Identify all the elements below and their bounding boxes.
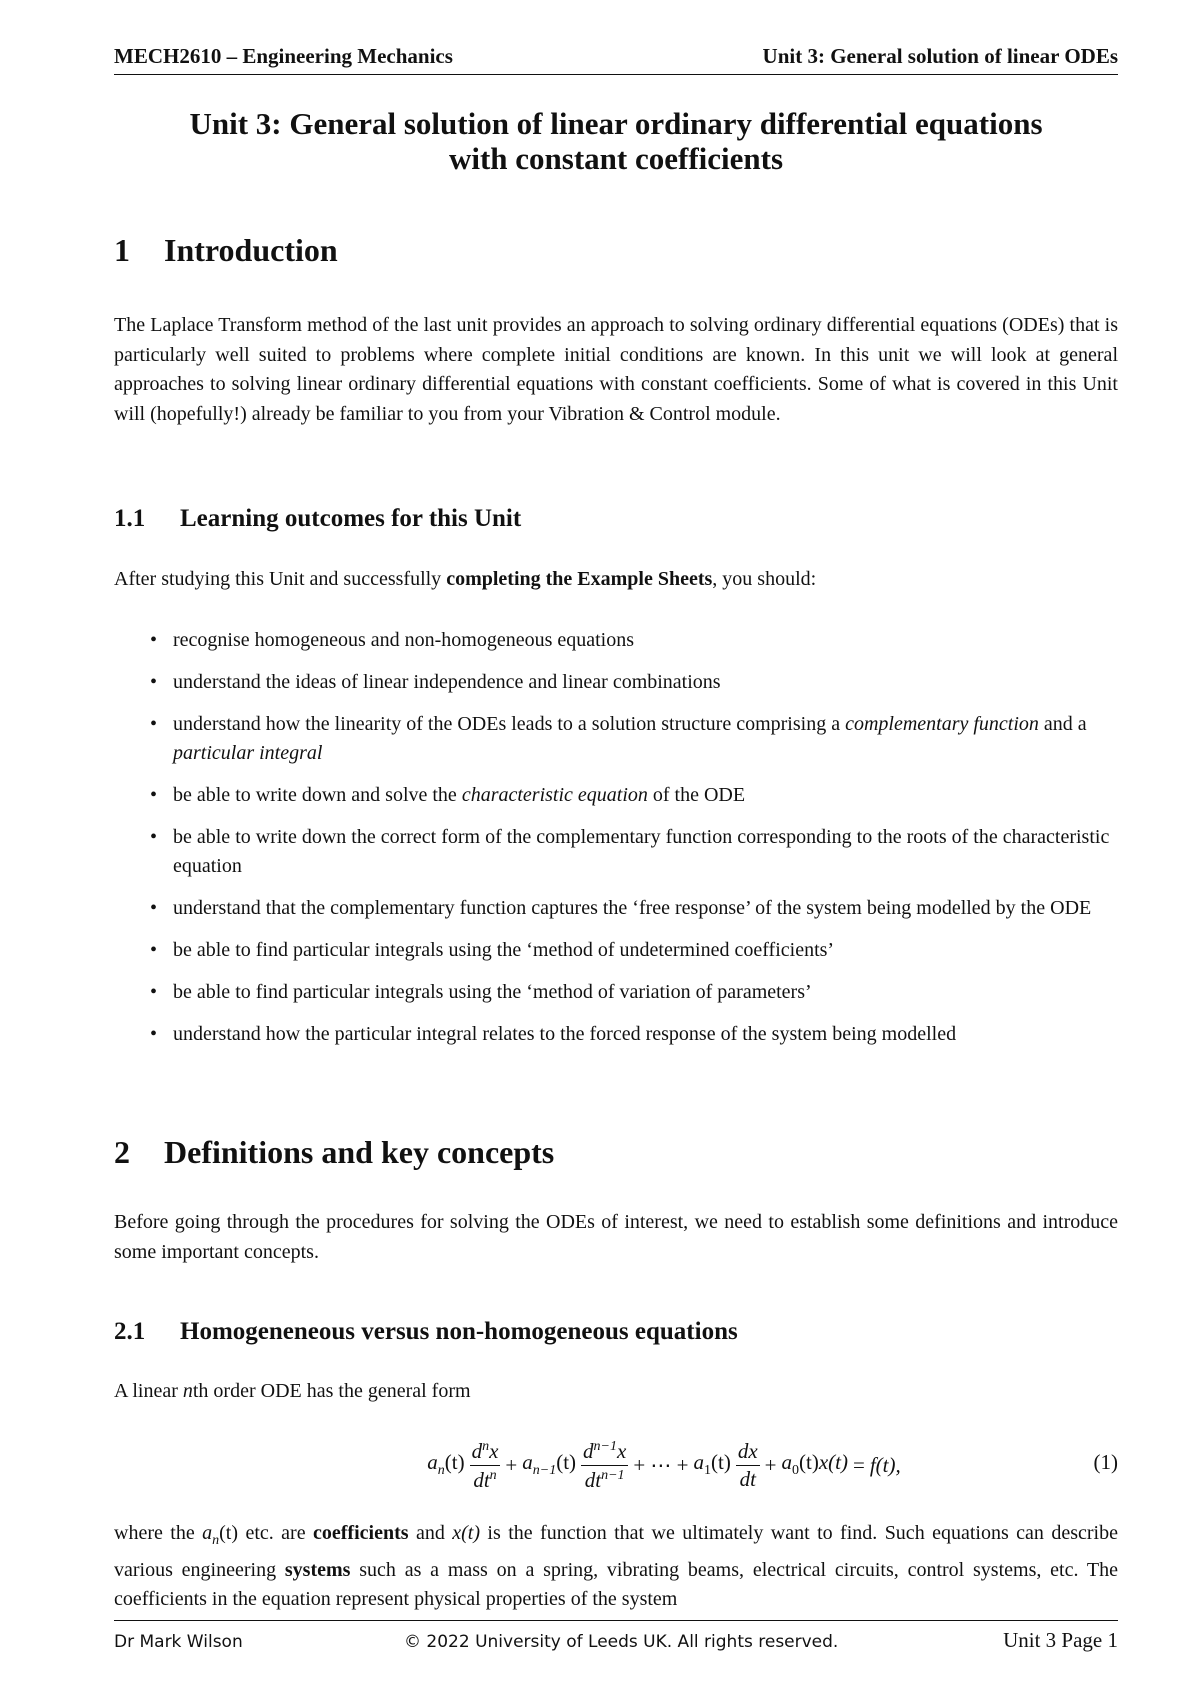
eq-fraction-dnx: $\frac{d^nx}{dt^n}$ (471, 1438, 499, 1492)
paragraph-text: etc. are (238, 1522, 314, 1544)
running-header (114, 44, 1118, 69)
list-item-text: recognise homogeneous and non-homogeneous equations (173, 629, 635, 651)
bullet-icon: • (150, 981, 158, 1003)
eq-term-an: $a_n(t)$ (427, 1450, 465, 1479)
list-item-text: understand how the particular integral relates to the forced response of the system being modelled (173, 1023, 957, 1045)
list-item (114, 626, 1118, 655)
order-variable: n (182, 1380, 193, 1402)
definitions-intro-paragraph: Before going through the procedures for solving the ODEs of interest, we need to establish some definitions and introduce some important concepts. (114, 1211, 1118, 1263)
subsection-number: 1.1 (114, 505, 146, 532)
coefficients-paragraph (114, 1519, 1118, 1615)
math-xt: x(t) (452, 1522, 481, 1544)
bold-term: systems (284, 1558, 351, 1581)
list-item-text: understand the ideas of linear independence and linear combinations (173, 671, 721, 693)
eq-dots: + ⋯ + (633, 1452, 689, 1477)
footer-copyright: © 2022 University of Leeds UK. All rights reserved. (404, 1632, 839, 1652)
emphasis-text: complementary function (845, 713, 1039, 735)
title-line-1: Unit 3: General solution of linear ordinary differential equations (189, 106, 1043, 141)
list-item-text: be able to write down and solve the (173, 784, 462, 806)
eq-term-an-1: $a_{n-1}(t)$ (522, 1450, 577, 1479)
eq-term-a1: $a_1(t)$ (693, 1450, 731, 1479)
running-footer (114, 1628, 1118, 1658)
list-item-text: of the ODE (647, 784, 746, 806)
outcomes-intro-tail: , you should: (712, 568, 817, 590)
subsection-heading-learning-outcomes (114, 505, 521, 533)
eq-fraction-dn1x: $\frac{d^{n-1}x}{dt^{n-1}}$ (583, 1438, 627, 1492)
header-course: MECH2610 – Engineering Mechanics (114, 44, 453, 68)
paragraph-text: where the (114, 1522, 203, 1544)
eq-equals: = (852, 1452, 865, 1477)
bullet-icon: • (150, 713, 158, 735)
math-an: $a_n(t)$ (202, 1522, 239, 1548)
equation-number: (1) (1093, 1450, 1118, 1474)
intro-paragraph: The Laplace Transform method of the last unit provides an approach to solving ordinary differential equations (ODEs) that is particularly well suited to problems where complete initial conditions are known. In this unit we will look at general approaches to solving linear ordinary differential equations with constant coefficients. Some of what is covered in this Unit will (hopefully!) already be familiar to you from your Vibration & Control module. (114, 314, 1118, 425)
outcomes-intro-bold: completing the Example Sheets (446, 568, 713, 590)
list-item-text: be able to find particular integrals using the ‘method of undetermined coefficients’ (173, 939, 835, 961)
list-item (114, 668, 1118, 697)
title-line-2: with constant coefficients (448, 141, 784, 176)
footer-rule (114, 1620, 1118, 1621)
eq-plus: + (764, 1452, 777, 1477)
subsection-heading-homogeneous (114, 1318, 738, 1346)
list-item-text: be able to write down the correct form of the complementary function corresponding to the roots of the characteristic equation (173, 826, 1110, 877)
eq-term-a0: $a_0(t)x(t)$ (781, 1450, 848, 1479)
general-form-tail: th order ODE has the general form (192, 1380, 471, 1402)
list-item (114, 823, 1118, 881)
equation-body (314, 1430, 1014, 1500)
general-form-text: A linear (114, 1380, 183, 1402)
equation-1 (114, 1430, 1118, 1500)
eq-fraction-dx: $\frac{dx}{dt}$ (737, 1438, 758, 1491)
list-item-text: and a (1038, 713, 1087, 735)
outcomes-intro (114, 565, 1118, 595)
learning-outcomes-list (114, 626, 1118, 1062)
section-title: Introduction (164, 232, 338, 268)
paragraph-text: and (408, 1522, 453, 1544)
subsection-title: Learning outcomes for this Unit (180, 505, 522, 532)
list-item (114, 978, 1118, 1007)
list-item-text: be able to find particular integrals using the ‘method of variation of parameters’ (173, 981, 812, 1003)
list-item (114, 1020, 1118, 1049)
emphasis-text: particular integral (173, 742, 323, 764)
section-heading-definitions (114, 1134, 554, 1171)
bullet-icon: • (150, 897, 158, 919)
bold-term: coefficients (313, 1522, 409, 1544)
section-number: 2 (114, 1134, 130, 1170)
list-item-text: understand that the complementary function captures the ‘free response’ of the system being modelled by the ODE (173, 897, 1092, 919)
paragraph-text: is the function that we ultimately want to find. Such equations can describe various engineering (114, 1522, 1118, 1581)
footer-page-number: Unit 3 Page 1 (1003, 1628, 1118, 1652)
emphasis-text: characteristic equation (461, 784, 648, 806)
bullet-icon: • (150, 1023, 158, 1045)
list-item (114, 894, 1118, 923)
footer-author: Dr Mark Wilson (114, 1632, 243, 1652)
outcomes-intro-text: After studying this Unit and successfully (114, 568, 447, 590)
document-title (114, 106, 1118, 176)
list-item (114, 936, 1118, 965)
bullet-icon: • (150, 939, 158, 961)
bullet-icon: • (150, 671, 158, 693)
bullet-icon: • (150, 629, 158, 651)
list-item (114, 781, 1118, 810)
section-number: 1 (114, 232, 130, 268)
eq-rhs: f(t), (869, 1452, 901, 1477)
section-heading-introduction (114, 232, 338, 269)
paragraph-text: such as a mass on a spring, vibrating beams, electrical circuits, control systems, etc. The coefficients in the equation represent physical properties of the system (114, 1558, 1119, 1610)
bullet-icon: • (150, 784, 158, 806)
general-form-intro (114, 1377, 1118, 1407)
subsection-title: Homogeneneous versus non-homogeneous equations (180, 1318, 738, 1345)
header-rule (114, 74, 1118, 75)
section-title: Definitions and key concepts (164, 1134, 555, 1170)
subsection-number: 2.1 (114, 1318, 146, 1345)
list-item (114, 710, 1118, 768)
bullet-icon: • (150, 826, 158, 848)
list-item-text: understand how the linearity of the ODEs leads to a solution structure comprising a (173, 713, 846, 735)
header-unit: Unit 3: General solution of linear ODEs (762, 44, 1118, 68)
eq-plus: + (505, 1452, 518, 1477)
